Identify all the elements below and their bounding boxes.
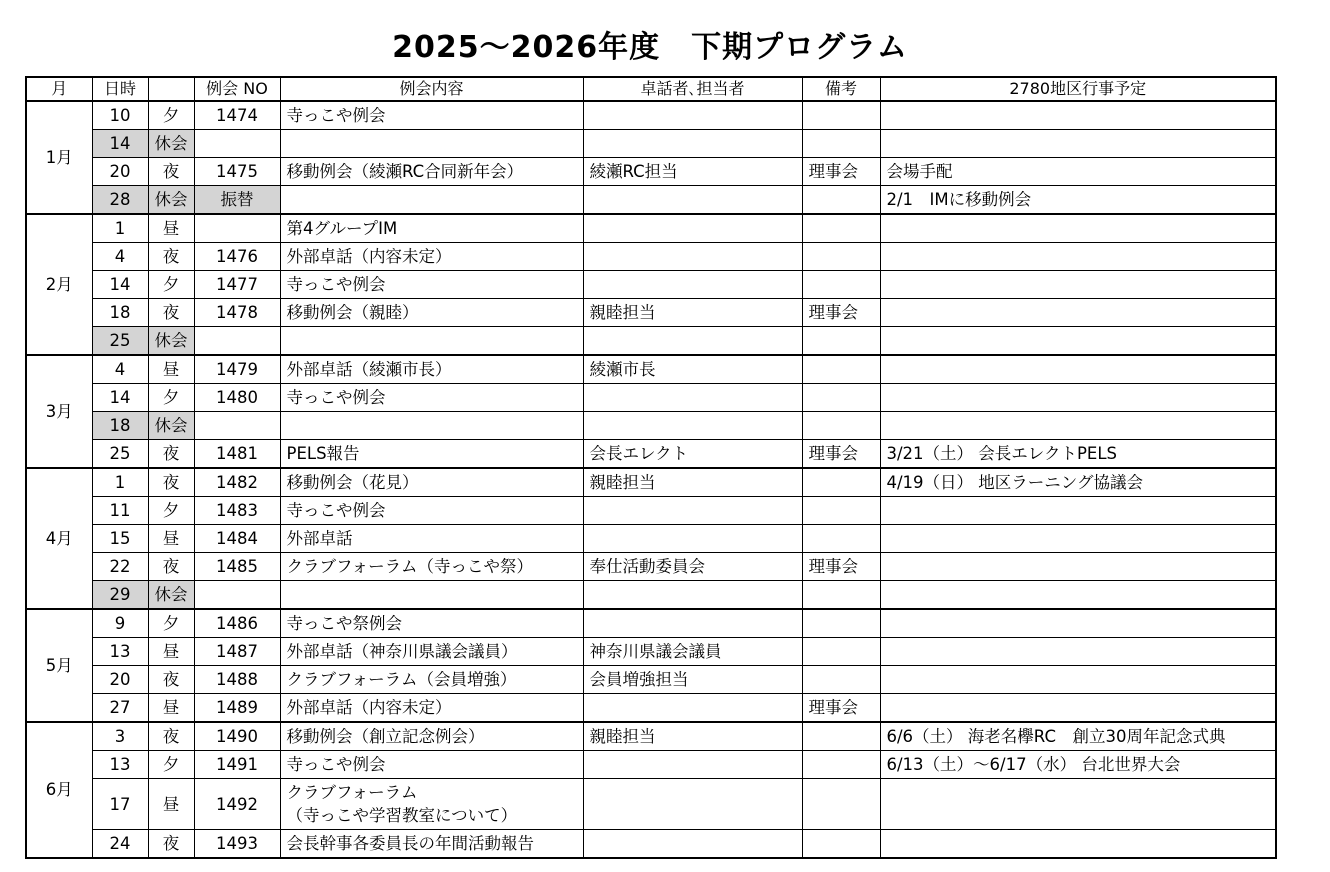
speaker-cell	[583, 751, 802, 779]
time-cell: 夕	[148, 101, 194, 130]
date-cell: 11	[92, 497, 148, 525]
date-cell: 14	[92, 384, 148, 412]
note-cell	[802, 327, 880, 356]
time-cell: 休会	[148, 581, 194, 610]
month-cell: 3月	[26, 355, 92, 468]
date-cell: 9	[92, 609, 148, 638]
note-cell	[802, 609, 880, 638]
table-row	[26, 440, 1276, 469]
date-cell: 15	[92, 525, 148, 553]
date-cell: 25	[92, 327, 148, 356]
district-cell	[880, 609, 1276, 638]
note-cell	[802, 412, 880, 440]
speaker-cell	[583, 609, 802, 638]
district-cell	[880, 355, 1276, 384]
speaker-cell	[583, 186, 802, 215]
date-cell: 4	[92, 355, 148, 384]
content-line: （寺っこや学習教室について）	[286, 806, 518, 825]
date-cell: 29	[92, 581, 148, 610]
date-cell: 10	[92, 101, 148, 130]
time-cell: 夜	[148, 553, 194, 581]
date-cell: 25	[92, 440, 148, 469]
meeting-no-cell: 1492	[194, 779, 280, 830]
speaker-cell: 会長エレクト	[583, 440, 802, 469]
note-cell	[802, 830, 880, 859]
month-cell: 2月	[26, 214, 92, 355]
meeting-no-cell: 1490	[194, 722, 280, 751]
speaker-cell	[583, 694, 802, 723]
content-cell: 移動例会（花見）	[280, 468, 583, 497]
note-cell: 理事会	[802, 694, 880, 723]
district-cell: 6/13（土）～6/17（水） 台北世界大会	[880, 751, 1276, 779]
meeting-no-cell	[194, 412, 280, 440]
header-month: 月	[26, 77, 92, 101]
content-line: クラブフォーラム	[286, 783, 418, 802]
speaker-cell	[583, 243, 802, 271]
header-speaker: 卓話者､担当者	[583, 77, 802, 101]
time-cell: 昼	[148, 355, 194, 384]
district-cell	[880, 497, 1276, 525]
header-content: 例会内容	[280, 77, 583, 101]
header-district: 2780地区行事予定	[880, 77, 1276, 101]
month-cell: 6月	[26, 722, 92, 858]
speaker-cell	[583, 779, 802, 830]
table-row	[26, 384, 1276, 412]
speaker-cell	[583, 830, 802, 859]
time-cell: 夕	[148, 384, 194, 412]
speaker-cell	[583, 271, 802, 299]
date-cell: 27	[92, 694, 148, 723]
month-cell: 1月	[26, 101, 92, 214]
speaker-cell	[583, 130, 802, 158]
speaker-cell: 綾瀬RC担当	[583, 158, 802, 186]
time-cell: 夜	[148, 722, 194, 751]
table-row	[26, 412, 1276, 440]
time-cell: 休会	[148, 186, 194, 215]
content-cell: 寺っこや例会	[280, 751, 583, 779]
time-cell: 夜	[148, 666, 194, 694]
date-cell: 14	[92, 130, 148, 158]
meeting-no-cell: 1484	[194, 525, 280, 553]
note-cell	[802, 722, 880, 751]
time-cell: 夜	[148, 158, 194, 186]
meeting-no-cell: 1483	[194, 497, 280, 525]
date-cell: 18	[92, 412, 148, 440]
meeting-no-cell: 1477	[194, 271, 280, 299]
district-cell	[880, 327, 1276, 356]
content-cell: 寺っこや祭例会	[280, 609, 583, 638]
date-cell: 17	[92, 779, 148, 830]
note-cell: 理事会	[802, 299, 880, 327]
time-cell: 昼	[148, 214, 194, 243]
table-row	[26, 525, 1276, 553]
table-row	[26, 497, 1276, 525]
month-cell: 4月	[26, 468, 92, 609]
content-cell: 移動例会（創立記念例会）	[280, 722, 583, 751]
meeting-no-cell: 1491	[194, 751, 280, 779]
meeting-no-cell: 1480	[194, 384, 280, 412]
time-cell: 夕	[148, 609, 194, 638]
time-cell: 休会	[148, 412, 194, 440]
district-cell	[880, 779, 1276, 830]
speaker-cell	[583, 327, 802, 356]
meeting-no-cell: 1476	[194, 243, 280, 271]
speaker-cell: 神奈川県議会議員	[583, 638, 802, 666]
speaker-cell	[583, 412, 802, 440]
time-cell: 昼	[148, 525, 194, 553]
note-cell	[802, 243, 880, 271]
date-cell: 3	[92, 722, 148, 751]
district-cell	[880, 243, 1276, 271]
district-cell	[880, 666, 1276, 694]
time-cell: 夜	[148, 440, 194, 469]
table-row	[26, 158, 1276, 186]
page-title: 2025～2026年度 下期プログラム	[392, 30, 908, 65]
table-row	[26, 355, 1276, 384]
table-row	[26, 581, 1276, 610]
meeting-no-cell: 1481	[194, 440, 280, 469]
time-cell: 休会	[148, 327, 194, 356]
table-row	[26, 468, 1276, 497]
district-cell: 4/19（日） 地区ラーニング協議会	[880, 468, 1276, 497]
note-cell	[802, 779, 880, 830]
date-cell: 4	[92, 243, 148, 271]
speaker-cell	[583, 497, 802, 525]
content-cell: クラブフォーラム（寺っこや祭）	[280, 553, 583, 581]
content-cell	[280, 186, 583, 215]
table-row	[26, 271, 1276, 299]
time-cell: 夜	[148, 468, 194, 497]
district-cell	[880, 271, 1276, 299]
table-row	[26, 327, 1276, 356]
table-row	[26, 243, 1276, 271]
date-cell: 1	[92, 468, 148, 497]
district-cell	[880, 581, 1276, 610]
meeting-no-cell: 1485	[194, 553, 280, 581]
table-row	[26, 214, 1276, 243]
district-cell	[880, 830, 1276, 859]
meeting-no-cell: 1478	[194, 299, 280, 327]
note-cell	[802, 581, 880, 610]
table-row	[26, 779, 1276, 830]
speaker-cell	[583, 214, 802, 243]
note-cell	[802, 214, 880, 243]
date-cell: 20	[92, 666, 148, 694]
header-date: 日時	[92, 77, 148, 101]
district-cell: 2/1 IMに移動例会	[880, 186, 1276, 215]
district-cell	[880, 101, 1276, 130]
note-cell: 理事会	[802, 440, 880, 469]
speaker-cell	[583, 581, 802, 610]
content-cell: 寺っこや例会	[280, 271, 583, 299]
time-cell: 夕	[148, 751, 194, 779]
speaker-cell	[583, 525, 802, 553]
content-cell: 寺っこや例会	[280, 497, 583, 525]
note-cell: 理事会	[802, 158, 880, 186]
table-row	[26, 130, 1276, 158]
table-row	[26, 638, 1276, 666]
content-cell: 外部卓話（綾瀬市長）	[280, 355, 583, 384]
district-cell	[880, 638, 1276, 666]
district-cell	[880, 412, 1276, 440]
meeting-no-cell	[194, 327, 280, 356]
time-cell: 昼	[148, 694, 194, 723]
speaker-cell: 綾瀬市長	[583, 355, 802, 384]
content-cell	[280, 130, 583, 158]
note-cell	[802, 271, 880, 299]
meeting-no-cell: 1488	[194, 666, 280, 694]
table-row	[26, 830, 1276, 859]
meeting-no-cell: 1482	[194, 468, 280, 497]
table-row	[26, 722, 1276, 751]
note-cell: 理事会	[802, 553, 880, 581]
month-cell: 5月	[26, 609, 92, 722]
time-cell: 昼	[148, 779, 194, 830]
date-cell: 20	[92, 158, 148, 186]
content-cell: 外部卓話（神奈川県議会議員）	[280, 638, 583, 666]
meeting-no-cell: 1493	[194, 830, 280, 859]
time-cell: 夕	[148, 497, 194, 525]
date-cell: 13	[92, 638, 148, 666]
meeting-no-cell: 1486	[194, 609, 280, 638]
meeting-no-cell: 1487	[194, 638, 280, 666]
content-cell: 移動例会（親睦）	[280, 299, 583, 327]
note-cell	[802, 101, 880, 130]
content-cell: 会長幹事各委員長の年間活動報告	[280, 830, 583, 859]
content-cell: 寺っこや例会	[280, 101, 583, 130]
table-row	[26, 101, 1276, 130]
time-cell: 休会	[148, 130, 194, 158]
date-cell: 1	[92, 214, 148, 243]
meeting-no-cell	[194, 130, 280, 158]
table-body	[26, 101, 1276, 858]
table-row	[26, 186, 1276, 215]
speaker-cell: 会員増強担当	[583, 666, 802, 694]
table-row	[26, 666, 1276, 694]
speaker-cell: 親睦担当	[583, 468, 802, 497]
note-cell	[802, 525, 880, 553]
table-row	[26, 694, 1276, 723]
table-row	[26, 751, 1276, 779]
district-cell	[880, 214, 1276, 243]
note-cell	[802, 751, 880, 779]
note-cell	[802, 384, 880, 412]
time-cell: 夕	[148, 271, 194, 299]
date-cell: 13	[92, 751, 148, 779]
time-cell: 昼	[148, 638, 194, 666]
content-cell	[280, 779, 583, 830]
meeting-no-cell: 1479	[194, 355, 280, 384]
district-cell	[880, 299, 1276, 327]
content-cell: PELS報告	[280, 440, 583, 469]
date-cell: 24	[92, 830, 148, 859]
district-cell	[880, 553, 1276, 581]
table-row	[26, 553, 1276, 581]
district-cell	[880, 694, 1276, 723]
district-cell	[880, 525, 1276, 553]
content-cell	[280, 412, 583, 440]
note-cell	[802, 468, 880, 497]
header-time	[148, 77, 194, 101]
note-cell	[802, 497, 880, 525]
table-row	[26, 299, 1276, 327]
note-cell	[802, 186, 880, 215]
time-cell: 夜	[148, 830, 194, 859]
note-cell	[802, 355, 880, 384]
date-cell: 28	[92, 186, 148, 215]
date-cell: 14	[92, 271, 148, 299]
meeting-no-cell	[194, 214, 280, 243]
header-note: 備考	[802, 77, 880, 101]
district-cell: 会場手配	[880, 158, 1276, 186]
meeting-no-cell: 1475	[194, 158, 280, 186]
program-table	[25, 76, 1277, 859]
meeting-no-cell: 振替	[194, 186, 280, 215]
district-cell	[880, 384, 1276, 412]
table-row	[26, 609, 1276, 638]
speaker-cell: 親睦担当	[583, 299, 802, 327]
speaker-cell	[583, 384, 802, 412]
speaker-cell: 奉仕活動委員会	[583, 553, 802, 581]
date-cell: 22	[92, 553, 148, 581]
content-cell	[280, 581, 583, 610]
content-cell: 寺っこや例会	[280, 384, 583, 412]
district-cell: 3/21（土） 会長エレクトPELS	[880, 440, 1276, 469]
time-cell: 夜	[148, 243, 194, 271]
speaker-cell: 親睦担当	[583, 722, 802, 751]
content-cell: 移動例会（綾瀬RC合同新年会）	[280, 158, 583, 186]
meeting-no-cell	[194, 581, 280, 610]
content-cell	[280, 327, 583, 356]
time-cell: 夜	[148, 299, 194, 327]
content-cell: 外部卓話（内容未定）	[280, 694, 583, 723]
speaker-cell	[583, 101, 802, 130]
content-cell: クラブフォーラム（会員増強）	[280, 666, 583, 694]
date-cell: 18	[92, 299, 148, 327]
content-cell: 外部卓話（内容未定）	[280, 243, 583, 271]
note-cell	[802, 130, 880, 158]
district-cell	[880, 130, 1276, 158]
district-cell: 6/6（土） 海老名欅RC 創立30周年記念式典	[880, 722, 1276, 751]
note-cell	[802, 666, 880, 694]
table-header	[26, 77, 1276, 101]
content-cell: 外部卓話	[280, 525, 583, 553]
note-cell	[802, 638, 880, 666]
header-meeting-no: 例会 NO	[194, 77, 280, 101]
content-cell: 第4グループIM	[280, 214, 583, 243]
meeting-no-cell: 1489	[194, 694, 280, 723]
meeting-no-cell: 1474	[194, 101, 280, 130]
